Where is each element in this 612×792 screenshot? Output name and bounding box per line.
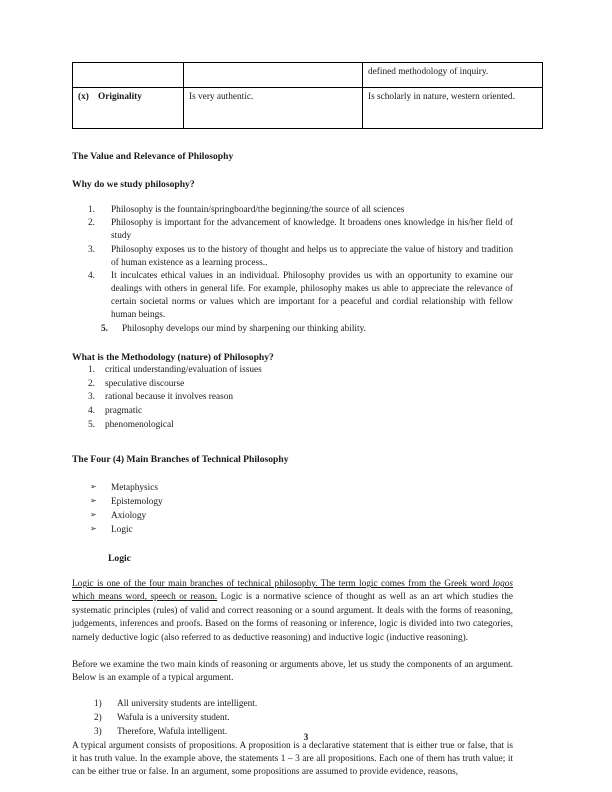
logic-paragraph <box>72 578 513 645</box>
list-item <box>72 405 513 419</box>
list-item-number: 3. <box>88 244 95 255</box>
list-item-number: 2. <box>88 378 95 389</box>
list-item-number: 5. <box>101 323 108 334</box>
list-item <box>72 495 513 509</box>
logic-paragraph-rest: Logic is a normative science of thought as well as an art which studies the systematic principles (rules) of valid and correct reasoning or a sound argument. It deals with the forms of reasoning, judgements, inferences and proofs. Based on the forms of reasoning or inference, logic is divided into two categories, namely deductive logic (also referred to as deductive reasoning) and inductive logic (inductive reasoning). <box>72 592 513 643</box>
logic-italic-term: logos <box>492 579 513 590</box>
logic-underlined-tail: which means word, speech or reason. <box>72 592 218 603</box>
list-item-number: 1. <box>88 204 95 215</box>
table-cell-term <box>73 63 184 88</box>
list-item-text: Philosophy is important for the advancement of knowledge. It broadens ones knowledge in his/her field of study <box>111 218 513 242</box>
subheading-logic: Logic <box>108 553 131 565</box>
list-item-text: Axiology <box>111 510 147 521</box>
list-item <box>72 204 513 217</box>
subheading-methodology: What is the Methodology (nature) of Philosophy? <box>72 351 274 363</box>
section-heading-value: The Value and Relevance of Philosophy <box>72 151 234 162</box>
list-item-number: 3. <box>88 392 95 403</box>
list-item-text: All university students are intelligent. <box>117 698 258 709</box>
arrow-bullet-icon: ➢ <box>90 495 97 505</box>
list-item <box>72 509 513 523</box>
list-item <box>72 391 513 405</box>
list-item-number: 4. <box>88 270 95 281</box>
list-item-text: Philosophy develops our mind by sharpening our thinking ability. <box>122 323 366 334</box>
list-item <box>72 419 513 433</box>
list-item-text: Logic <box>111 524 133 535</box>
table-cell-term-label: Originality <box>98 92 142 102</box>
list-item-text: phenomenological <box>105 419 174 430</box>
list-item <box>72 323 513 336</box>
list-item <box>72 270 513 323</box>
arrow-bullet-icon: ➢ <box>90 523 97 533</box>
list-item <box>72 481 513 495</box>
why-study-list <box>72 204 513 336</box>
list-item-text: Philosophy exposes us to the history of thought and helps us to appreciate the value of history and tradition of human existence as a learning process.. <box>111 244 513 268</box>
methodology-list <box>72 364 513 432</box>
table-cell-col2: Is very authentic. <box>184 88 363 129</box>
list-item-number: 2. <box>88 218 95 229</box>
list-item-number: 4. <box>88 405 95 416</box>
list-item-text: speculative discourse <box>105 378 185 389</box>
comparison-table <box>72 62 543 129</box>
list-item <box>72 698 513 712</box>
list-item-text: Therefore, Wafula intelligent. <box>117 726 228 737</box>
list-item <box>72 364 513 378</box>
table-cell-col3: Is scholarly in nature, western oriented. <box>363 88 543 129</box>
list-item <box>72 712 513 726</box>
table-row <box>73 88 543 129</box>
list-item-text: critical understanding/evaluation of issues <box>105 365 262 376</box>
section-heading-branches: The Four (4) Main Branches of Technical Philosophy <box>72 454 289 466</box>
list-item-text: Metaphysics <box>111 482 158 493</box>
list-item <box>72 217 513 243</box>
page-number: 3 <box>303 732 309 742</box>
list-item-number: 1) <box>94 698 102 709</box>
proposition-paragraph: A typical argument consists of propositions. A proposition is a declarative statement that is either true or false, that is it has truth value. In the example above, the statements 1 – 3 are all propositions. Each one of them has truth value; it can be either true or false. In an argument, some propositions are assumed to provide evidence, reasons, <box>72 740 513 778</box>
list-item-number: 1. <box>88 365 95 376</box>
page-content <box>72 62 513 780</box>
list-item-number: 5. <box>88 419 95 430</box>
list-item <box>72 244 513 270</box>
arrow-bullet-icon: ➢ <box>90 481 97 491</box>
list-item-text: Wafula is a university student. <box>117 712 230 723</box>
list-item-text: Epistemology <box>111 496 163 507</box>
logic-underlined-lead: Logic is one of the four main branches of technical philosophy. The term logic comes from the Greek word <box>72 579 493 590</box>
list-item <box>72 523 513 537</box>
list-item <box>72 378 513 392</box>
list-item-number: 2) <box>94 712 102 723</box>
list-item-number: 3) <box>94 726 102 737</box>
arrow-bullet-icon: ➢ <box>90 509 97 519</box>
list-item-text: pragmatic <box>105 405 143 416</box>
table-cell-term <box>73 88 184 129</box>
table-cell-marker: (x) <box>78 92 89 102</box>
list-item-text: rational because it involves reason <box>105 392 234 403</box>
list-item-text: Philosophy is the fountain/springboard/the beginning/the source of all sciences <box>111 204 405 215</box>
list-item-text: It inculcates ethical values in an individual. Philosophy provides us with an opportunity to examine our dealings with others in general life. For example, philosophy makes us able to appreciate the relevance of certain societal norms or values which are important for a peaceful and cordial relationship with fellow human beings. <box>111 270 513 321</box>
before-examine-paragraph: Before we examine the two main kinds of reasoning or arguments above, let us study the components of an argument. Below is an example of a typical argument. <box>72 659 513 684</box>
branches-list <box>72 481 513 538</box>
subheading-why-study: Why do we study philosophy? <box>72 179 195 191</box>
table-row <box>73 63 543 88</box>
table-cell-col3: defined methodology of inquiry. <box>363 63 543 88</box>
table-cell-col2 <box>184 63 363 88</box>
